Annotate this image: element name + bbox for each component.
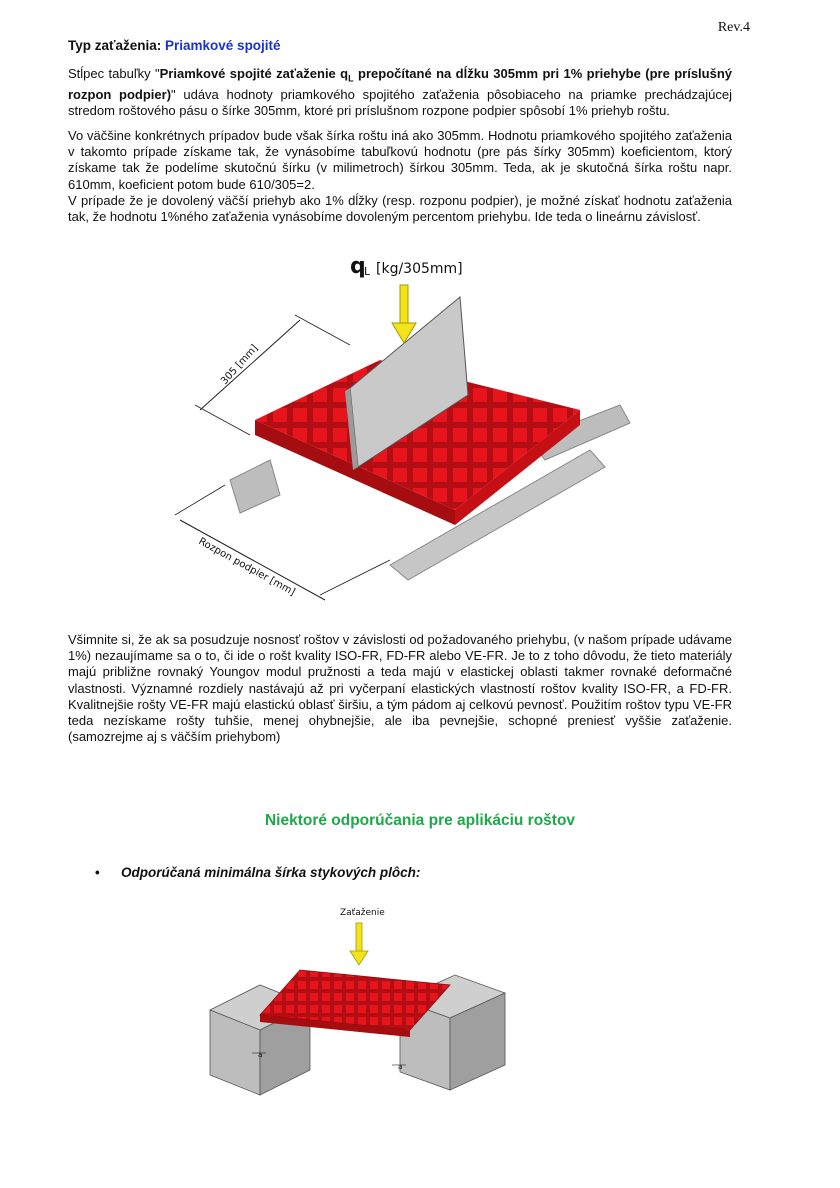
- load-arrow-2: [350, 923, 368, 965]
- paragraph-deflection: V prípade že je dovolený väčší priehyb ako 1% dĺžky (resp. rozponu podpier), je možné získať hodnotu zaťaženia tak, že hodnotu 1%ného zaťaženia vynásobíme dovoleným percentom priehybu. Ide teda o lineárnu závislosť.: [68, 193, 732, 225]
- line-load-figure: [150, 245, 650, 620]
- recommendations-title: Niektoré odporúčania pre aplikáciu roštov: [264, 812, 576, 829]
- span-dimension-label: Rozpon podpier [mm]: [196, 536, 297, 599]
- dim-a-left: a: [258, 1051, 263, 1059]
- load-subscript: L: [364, 265, 371, 278]
- bullet-text: Odporúčaná minimálna šírka stykových plôch:: [121, 865, 421, 880]
- load-type-value: Priamkové spojité: [165, 38, 281, 53]
- support-blocks-figure: [200, 895, 520, 1110]
- front-support: [230, 460, 280, 513]
- load-unit: [kg/305mm]: [376, 261, 463, 277]
- p1-text-a: Stĺpec tabuľky ": [68, 66, 160, 81]
- revision-label: Rev.4: [717, 20, 750, 35]
- load-type-label: Typ zaťaženia:: [68, 38, 162, 53]
- load-label: Zaťaženie: [340, 908, 385, 918]
- paragraph-material-note: Všimnite si, že ak sa posudzuje nosnosť roštov v závislosti od požadovaného priehybu, (v našom prípade udávame 1%) nezaujímame sa o to, či ide o rošt kvality ISO-FR, FD-FR alebo VE-FR. Je to z toho dôvodu, že tieto materiály majú približne rovnaký Youngov modul pružnosti a teda majú v elastickej oblasti takmer rovnaké deformačné vlastnosti. Významné rozdiely nastávajú až pri vyčerpaní elastických vlastností roštov kvality ISO-FR, a FD-FR. Kvalitnejšie rošty VE-FR majú elastickú oblasť širšiu, a tým pádom aj celkovú pevnosť. Použitím roštov typu VE-FR teda nezískame rošty tuhšie, menej ohybnejšie, ale iba pevnejšie, schopné preniesť vyššie zaťaženie. (samozrejme aj s väčším priehybom): [68, 632, 732, 745]
- bullet-dot: •: [95, 865, 100, 880]
- p1-text-b: " udáva hodnoty priamkového spojitého zaťaženia pôsobiaceho na priamke prechádzajúcej stredom roštového pásu o šírke 305mm, ktoré pri príslušnom rozpone podpier spôsobí 1% priehyb roštu.: [68, 86, 732, 118]
- paragraph-width-coefficient: Vo väčšine konkrétnych prípadov bude však šírka roštu iná ako 305mm. Hodnotu priamkového spojitého zaťaženia v takomto prípade získame tak, že vynásobíme tabuľkovú hodnotu (pre pás šírky 305mm) koeficientom, ktorý získame tak že podelíme skutočnú šírku (v milimetroch) šírkou 305mm. Teda, ak je skutočná šírka roštu napr. 610mm, koeficient potom bude 610/305=2.: [68, 128, 732, 192]
- load-type-heading: [68, 38, 281, 53]
- p1-bold-b: prepočítané na dĺžku 305mm pri 1% priehybe (pre príslušný rozpon podpier): [68, 66, 732, 102]
- bullet-min-width: [95, 865, 420, 880]
- width-dimension-label: 305 [mm]: [219, 342, 261, 388]
- paragraph-table-column: [68, 66, 732, 119]
- load-arrow: [392, 285, 416, 343]
- p1-subscript: L: [348, 73, 354, 84]
- p1-bold-a: Priamkové spojité zaťaženie q: [159, 66, 349, 81]
- dim-a-right: a: [398, 1063, 403, 1071]
- span-dimension-line: [180, 520, 325, 600]
- load-symbol: q: [350, 254, 366, 279]
- width-dimension-line: [200, 320, 300, 410]
